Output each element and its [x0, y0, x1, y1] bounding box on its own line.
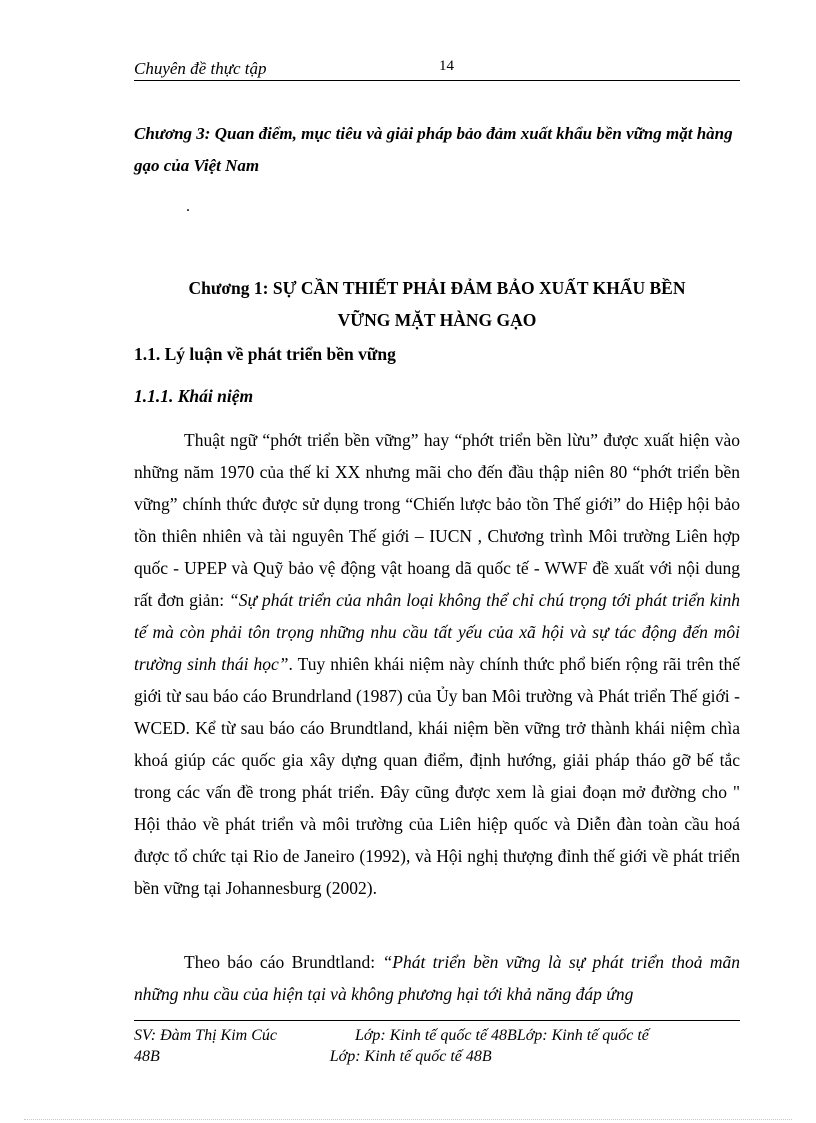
footer-text	[134, 1025, 754, 1067]
page-bottom-dotted-line	[24, 1119, 792, 1120]
chapter3-heading: Chương 3: Quan điểm, mục tiêu và giải pháp bảo đảm xuất khẩu bền vững mặt hàng gạo của Việt Nam	[134, 124, 733, 175]
paragraph-brundtland-text: Theo báo cáo Brundtland:	[184, 952, 383, 972]
page-number: 14	[439, 58, 454, 74]
paragraph-brundtland-quote: “Phát triển bền vững là sự phát triển thoả mãn những nhu cầu của hiện tại và không phương hại tới khả năng đáp ứng	[134, 952, 740, 1004]
chapter1-heading	[134, 272, 740, 336]
section-1-1-heading: 1.1. Lý luận về phát triển bền vững	[134, 344, 396, 364]
stray-dot: .	[186, 198, 190, 215]
chapter1-line2: VỮNG MẶT HÀNG GẠO	[337, 310, 537, 330]
paragraph-brundtland	[134, 946, 740, 1010]
paragraph-concept-text-a: Thuật ngữ “phớt triển bền vững” hay “phớt triển bền lừu” được xuất hiện vào những năm 1970 của thế kỉ XX nhưng mãi cho đến đầu thập niên 80 “phớt triển bền vững” chính thức được sử dụng trong “Chiến lược bảo tồn Thế giới” do Hiệp hội bảo tồn thiên nhiên và tài nguyên Thế giới – IUCN , Chương trình Môi trường Liên hợp quốc - UPEP và Quỹ bảo vệ động vật hoang dã quốc tế - WWF đề xuất với nội dung rất đơn giản:	[134, 430, 740, 610]
section-1-1-1-heading: 1.1.1. Khái niệm	[134, 386, 254, 406]
footer-class-2: Lớp: Kinh tế quốc tế	[516, 1027, 649, 1044]
paragraph-concept-text-b: . Tuy nhiên khái niệm này chính thức phổ biến rộng rãi trên thế giới từ sau báo cáo Brundrland (1987) của Ủy ban Môi trường và Phát triển Thế giới - WCED. Kể từ sau báo cáo Brundtland, khái niệm bền vững trở thành khái niệm chìa khoá giúp các quốc gia xây dựng quan điểm, định hướng, giải pháp tháo gỡ bế tắc trong các vấn đề trong phát triển. Đây cũng được xem là giai đoạn mở đường cho " Hội thảo về phát triển và môi trường của Liên hiệp quốc và Diễn đàn toàn cầu hoá được tổ chức tại Rio de Janeiro (1992), và Hội nghị thượng đỉnh thế giới về phát triển bền vững tại Johannesburg (2002).	[134, 654, 740, 898]
paragraph-concept	[134, 424, 740, 904]
footer-class-3: Lớp: Kinh tế quốc tế 48B	[329, 1048, 492, 1065]
header-title: Chuyên đề thực tập	[134, 59, 267, 78]
paragraph-concept-quote: “Sự phát triển của nhân loại không thể chỉ chú trọng tới phát triển kinh tế mà còn phải tôn trọng những nhu cầu tất yếu của xã hội và sự tác động đến môi trường sinh thái học”	[134, 590, 741, 674]
footer-line2-start: 48B	[134, 1048, 160, 1065]
footer-class-1: Lớp: Kinh tế quốc tế 48B	[354, 1027, 517, 1044]
page-header	[134, 58, 740, 81]
chapter1-line1: Chương 1: SỰ CẦN THIẾT PHẢI ĐẢM BẢO XUẤT KHẨU BỀN	[188, 278, 686, 298]
page-footer	[134, 1020, 740, 1065]
footer-student: SV: Đàm Thị Kim Cúc	[134, 1027, 277, 1044]
